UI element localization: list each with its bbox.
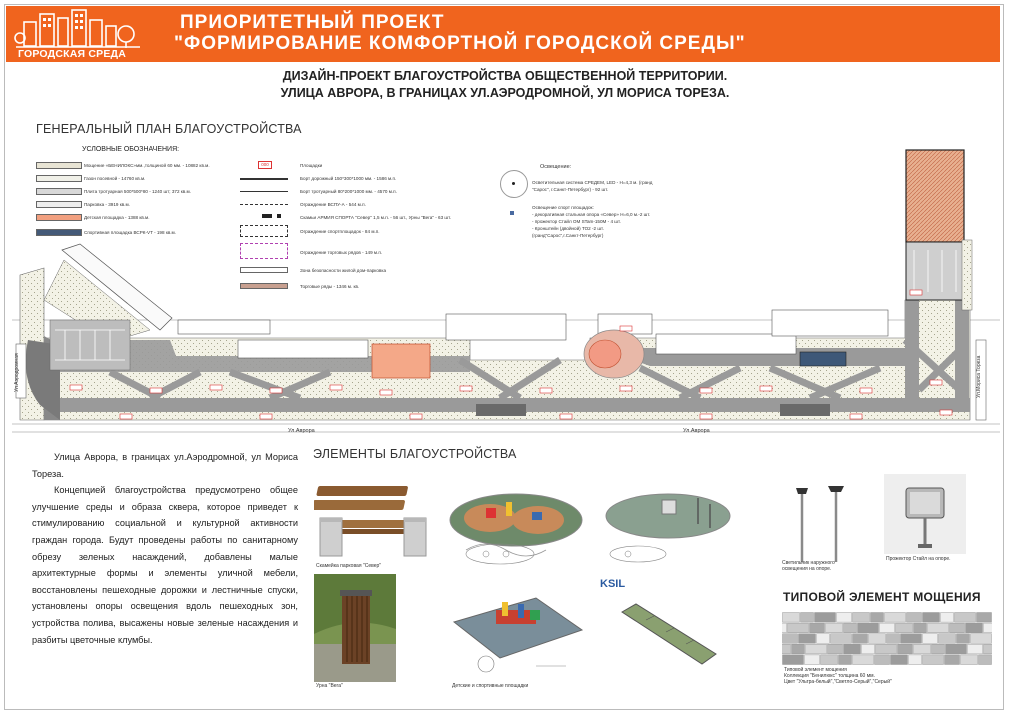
description-text [32,449,298,648]
paving-brick [853,655,874,665]
plan-title: ГЕНЕРАЛЬНЫЙ ПЛАН БЛАГОУСТРОЙСТВА [36,122,302,136]
paving-caption-line: Цвет "Ультра-белый","Светло-Серый","Серый" [784,679,892,685]
paving-brick [891,655,908,665]
paving-brick [955,613,976,623]
legend-lighting-title: Освещение: [540,164,572,170]
paving-brick [957,634,970,644]
urn-caption: Урна "Вега" [316,683,343,689]
legend-item: Площадки [300,163,323,168]
paving-brick [914,644,931,654]
legend-item: Парковка - 3919 кв.м. [84,202,130,207]
legend-swatch-label: 000 [258,161,272,169]
paving-caption-line: Типовой элемент мощения [784,667,847,673]
legend-item: Зона безопасности жилой дом-парковка [300,268,387,273]
legend-item: - Кронштейн (двойной) ТО2 -2 шт. [532,226,604,231]
legend-item: Торговые ряды - 1346 м. кв. [300,284,360,289]
legend-item: Мощение «БЕНИЛОКС»мм.,толщиной 60 мм. - 10882 кв.м. [84,163,210,168]
paving-brick [885,613,906,623]
legend-item: Ограждение спортплощадок - 84 м.п. [300,229,380,234]
paving-brick [984,644,993,654]
paving-brick [896,623,913,633]
paving-brick [799,634,816,644]
paving-brick [788,623,809,633]
paving-brick [914,623,927,633]
paving-brick [837,613,852,623]
paving-brick [862,644,875,654]
paving-brick [783,613,800,623]
street-label-left: Ул.Аэродромная [14,353,20,392]
light-caption: Светильник наружного освещения на опоре. [782,560,835,572]
paving-brick [968,644,983,654]
legend-item: Борт дорожный 150*300*1000 мм. - 1586 м.п. [300,176,397,181]
street-light-image [780,478,862,562]
legend-item: Скамьи АРМИЯ СПОРТА "Север" 1,5 м.п. - 56 шт., Урны "Вега" - 63 шт. [300,215,451,220]
paving-brick [853,613,870,623]
paving-brick [984,623,993,633]
paving-brick [876,644,897,654]
paving-brick [844,644,861,654]
paving-caption [784,667,892,685]
paving-brick [839,655,852,665]
paving-brick [869,634,886,644]
legend-item: Борт тротуарный 80*200*1000 мм. - 4570 м.п. [300,189,397,194]
legend-item: Спортивная площадка ВСРК-VT - 198 кв.м. [84,230,176,235]
paving-brick [939,634,956,644]
legend-item: (гранд"Сарос",г.Санкт-Петербург) [532,233,604,238]
paving-brick [961,655,978,665]
paving-brick [887,634,900,644]
paving-brick [858,623,879,633]
playground-render-3 [446,574,588,682]
urn-image [314,574,396,682]
paving-brick [932,644,945,654]
legend-item: - прожектор Стайл ОМ STam-150М - 4 шт. [532,219,621,224]
description-paragraph: Улица Аврора, в границах ул.Аэродромной, ул Мориса Тореза. [32,452,298,479]
paving-brick [966,623,983,633]
paving-brick [923,634,938,644]
legend-item: Ограждение торговых рядов - 149 м.п. [300,250,383,255]
paving-brick [979,655,992,665]
paving-brick [875,655,890,665]
paving-brick [977,613,992,623]
paving-brick [880,623,895,633]
paving-brick [853,634,868,644]
paving-brick [871,613,884,623]
legend-title: УСЛОВНЫЕ ОБОЗНАЧЕНИЯ: [82,146,180,153]
ksil-logo: KSIL [600,578,626,590]
paving-brick [821,655,838,665]
paving-brick [805,655,820,665]
paving-brick [782,623,787,633]
paving-brick [831,634,852,644]
logo-text: ГОРОДСКАЯ СРЕДА [17,48,127,60]
sport-court-render [616,598,720,670]
bench-image [314,478,432,562]
paving-brick [909,655,922,665]
paving-pattern [782,612,992,666]
legend-item: Ограждение ВСПУ-А - 544 м.п. [300,202,366,207]
legend-item: - декоративная стальная опора «Север» Н=6,0 м.-2 шт. [532,212,651,217]
paving-brick [923,655,944,665]
paving-brick [901,634,922,644]
legend-item: Газон посевной - 14760 кв.м. [84,176,146,181]
paving-brick [907,613,922,623]
legend-item: Освещение спорт площадок: [532,205,594,210]
elements-title: ЭЛЕМЕНТЫ БЛАГОУСТРОЙСТВА [313,447,517,461]
paving-brick [946,644,967,654]
playground-caption: Детские и спортивные площадки [452,683,529,689]
bench-caption: Скамейка парковая "Север" [316,563,382,569]
paving-caption-line: Коллекция "Бенилюкс" толщина 60 мм. [784,673,875,679]
spotlight-caption: Прожектор Стайл на опоре. [886,556,951,562]
street-label: Ул.Аврора [683,428,710,434]
paving-brick [941,613,954,623]
paving-brick [783,634,798,644]
street-label: Ул.Аврора [288,428,315,434]
paving-title: ТИПОВОЙ ЭЛЕМЕНТ МОЩЕНИЯ [783,590,981,604]
paving-brick [801,613,814,623]
playground-render-1 [446,478,588,570]
paving-brick [898,644,913,654]
paving-brick [950,623,965,633]
street-label-right: Ул.Мориса Тореза [976,355,982,398]
paving-brick [923,613,940,623]
paving-brick [806,644,827,654]
paving-brick [945,655,960,665]
subtitle-line2: УЛИЦА АВРОРА, В ГРАНИЦАХ УЛ.АЭРОДРОМНОЙ, УЛ МОРИСА ТОРЕЗА. [280,86,730,100]
paving-brick [810,623,825,633]
legend-item: "Сарос", г.Санкт-Петербург) - 92 шт. [532,187,609,192]
legend-item: Плита тротуарная 500*500*80 - 1240 шт; 372 кв.м. [84,189,191,194]
legend-item: Осветительная система СРЕДЕМ, LED - Н=4,3 м. (гранд [532,180,653,185]
spotlight-image [884,474,966,554]
playground-render-2 [598,478,734,570]
legend-item: Детская площадка - 1388 кв.м. [84,215,150,220]
paving-brick [817,634,830,644]
project-title-line2: "ФОРМИРОВАНИЕ КОМФОРТНОЙ ГОРОДСКОЙ СРЕДЫ" [174,33,746,54]
paving-brick [782,644,791,654]
paving-brick [928,623,949,633]
subtitle-line1: ДИЗАЙН-ПРОЕКТ БЛАГОУСТРОЙСТВА ОБЩЕСТВЕННОЙ ТЕРРИТОРИИ. [282,69,728,83]
paving-brick [826,623,843,633]
paving-brick [792,644,805,654]
paving-brick [783,655,804,665]
paving-brick [844,623,857,633]
paving-brick [828,644,843,654]
paving-brick [815,613,836,623]
description-paragraph: Концепцией благоустройства предусмотрено общее улучшение среды и образа сквера, которое приведет к стимулированию социальной и культурной активности граждан города. Будут проведены работы по санитарному обрезу зеленых насаждений, добавлены малые архитектурные формы и элементы уличной мебели, восстановлены пешеходные дорожки и лестничные спуски, установлены опоры освещения вдоль пешеходных зон, устройства полива, высажены новые зеленые насаждения и разбиты цветочные клумбы. [32,485,298,645]
project-title-line1: ПРИОРИТЕТНЫЙ ПРОЕКТ [180,12,445,33]
paving-brick [971,634,992,644]
